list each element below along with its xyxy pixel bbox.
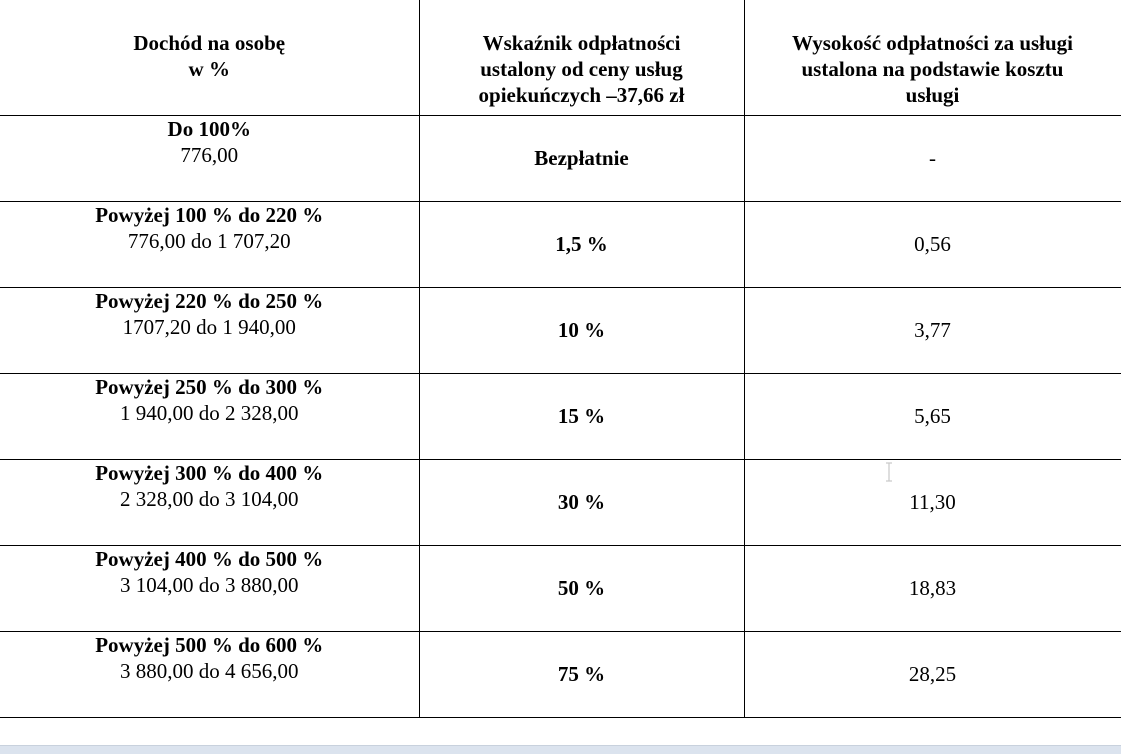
header-line: ustalony od ceny usług	[480, 57, 683, 81]
income-range: Do 100%	[167, 116, 251, 141]
table-row	[0, 115, 1121, 201]
header-line: Wysokość odpłatności za usługi	[791, 31, 1074, 55]
fee-cell: 3,77	[744, 287, 1121, 373]
table-row	[0, 373, 1121, 459]
income-amount: 3 104,00 do 3 880,00	[120, 572, 299, 597]
income-amount: 776,00	[180, 142, 239, 167]
header-row	[0, 0, 1121, 115]
text-cursor-icon	[884, 462, 894, 482]
income-range: Powyżej 300 % do 400 %	[95, 460, 324, 485]
fee-cell: 5,65	[744, 373, 1121, 459]
rate-cell: 75 %	[419, 631, 744, 717]
rate-cell: 30 %	[419, 459, 744, 545]
table-row	[0, 287, 1121, 373]
rate-cell: Bezpłatnie	[419, 115, 744, 201]
income-amount: 1 940,00 do 2 328,00	[120, 400, 299, 425]
header-line: ustalona na podstawie kosztu	[801, 57, 1064, 81]
fee-cell: 11,30	[744, 459, 1121, 545]
income-cell	[0, 115, 419, 201]
income-cell	[0, 373, 419, 459]
income-amount: 2 328,00 do 3 104,00	[120, 486, 299, 511]
fee-cell: 18,83	[744, 545, 1121, 631]
rate-cell: 15 %	[419, 373, 744, 459]
income-cell	[0, 631, 419, 717]
income-range: Powyżej 250 % do 300 %	[95, 374, 324, 399]
rate-cell: 50 %	[419, 545, 744, 631]
income-cell	[0, 545, 419, 631]
income-amount: 776,00 do 1 707,20	[127, 228, 291, 253]
income-range: Powyżej 500 % do 600 %	[95, 632, 324, 657]
income-amount: 1707,20 do 1 940,00	[122, 314, 296, 339]
rate-cell: 10 %	[419, 287, 744, 373]
income-cell	[0, 201, 419, 287]
header-line: opiekuńczych –37,66 zł	[478, 83, 685, 107]
fee-cell: 28,25	[744, 631, 1121, 717]
table-row	[0, 631, 1121, 717]
income-cell	[0, 287, 419, 373]
header-income	[0, 0, 419, 115]
income-cell	[0, 459, 419, 545]
table-row	[0, 201, 1121, 287]
income-range: Powyżej 220 % do 250 %	[95, 288, 324, 313]
income-range: Powyżej 100 % do 220 %	[95, 202, 324, 227]
fee-cell: 0,56	[744, 201, 1121, 287]
table-row	[0, 545, 1121, 631]
income-range: Powyżej 400 % do 500 %	[95, 546, 324, 571]
header-line: w %	[188, 57, 230, 81]
header-rate	[419, 0, 744, 115]
rate-cell: 1,5 %	[419, 201, 744, 287]
header-line: usługi	[905, 83, 960, 107]
header-fee	[744, 0, 1121, 115]
header-line: Wskaźnik odpłatności	[482, 31, 681, 55]
header-line: Dochód na osobę	[133, 31, 286, 55]
income-amount: 3 880,00 do 4 656,00	[120, 658, 299, 683]
fee-cell: -	[744, 115, 1121, 201]
table-row	[0, 459, 1121, 545]
